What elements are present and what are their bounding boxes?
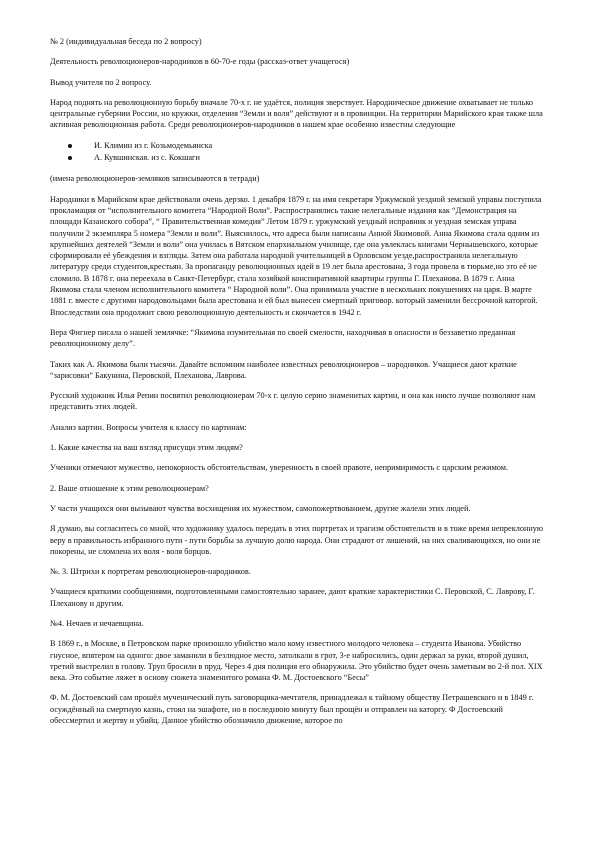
question-2: 2. Ваше отношение к этим революционерам? — [50, 483, 209, 493]
section-heading-2: № 2 (индивидуальная беседа по 2 вопросу) — [50, 37, 202, 46]
paragraph-student-reports: Учащиеся краткими сообщениями, подготовленными самостоятельно заранее, дают краткие характеристики С. Перовской, С. Лаврову, Г. Плеханову и другим. — [50, 587, 535, 608]
answer-1: Ученики отмечают мужество, непокорность обстоятельствам, уверенность в своей правоте, непримиримость с царским режимом. — [50, 463, 509, 473]
paragraph-narodniki-movement: Народ поднять на революционную борьбу вначале 70-х г. не удаётся, полиция зверствует. Народническое движение охватывает не только центральные губернии России, но кружки, отделения “Земли и воля” действуют и в провинции. На территории Марийского края также шла активная революционная работа. Среди революционеров-народников в нашем крае особенно известны следующие — [50, 97, 543, 130]
section-heading-4: №4. Нечаев и нечаевщина. — [50, 618, 144, 628]
question-1: 1. Какие качества на ваш взгляд присущи этим людям? — [50, 443, 243, 453]
paragraph-yakimova: Народники в Марийском крае действовали очень дерзко. 1 декабря 1879 г. на имя секретаря Уржумской уездной земской управы поступила прокламация от “исполнительного комитета “Народной Воли”. Распространялись такие нелегальные издания как “Демонстрация на площади Казанского собора”, “ Правительственная комедия” Летом 1879 г. уржумский уездный исправник и уездная земская управа получили 2 экземпляра 5 номера “Земли и воли”. Выяснилось, что адреса были написаны Анной Якимовой. Анна Якимова стала одним из крупнейших деятелей “Земли и воли” она училась в Вятском епархиальном училище, где она увлеклась книгами Чернышевского, которые сформировали её убеждения и взгляды. Затем она работала народной учительницей в Орловском уезде,распространяла нелегальную литературу среди студентов,крестьян. За пропаганду революционных идей в 19 лет была арестована, 3 года провела в тюрьме,но это её не сломило. В 1878 г. она переехала в Санкт-Петербург, стала хозяйкой конспиративной квартиры группы Г. Плеханова. В 1879 г. Анна Якимова стала членом исполнительного комитета “ Народной воли”. Она принимала участие в нескольких покушениях на царя. В марте 1881 г. вместе с другими народовольцами была арестована и ей был вынесен смертный приговор. который заменили бессрочной каторгой. Впоследствии она продолжит свою революционную деятельность и скончается в 1942 г. — [50, 194, 542, 317]
paragraph-dostoevsky: Ф. М. Достоевский сам прошёл мученический путь заговорщика-мечтателя, принадлежал к тайному обществу Петрашевского и в 1849 г. осуждённый на смертную казнь, стоял на эшафоте, но в последнюю минуту был прощён и отправлен на каторгу. Ф Достоевский обессмертил и жертву и убийц. Данное убийство обозначило движение, которое по — [50, 693, 534, 726]
analysis-heading: Анализ картин. Вопросы учителя к классу по картинам: — [50, 422, 247, 432]
answer-2: У части учащихся они вызывают чувства восхищения их мужеством, самопожертвованием, другие жалели этих людей. — [50, 503, 471, 513]
paragraph-teacher-comment: Я думаю, вы согласитесь со мной, что художнику удалось передать в этих портретах и трагизм обстоятельств и в тоже время непреклонную веру в правильность избранного пути - пути борьбы за лучшую долю народа. Они страдают от лишений, на них сваливающихся, но они не покорены, не сломлена их воля - воля борцов. — [50, 524, 544, 556]
paragraph-figner-quote: Вера Фигнер писала о нашей землячке: “Якимова изумительная по своей смелости, находчивая в опасности и беззаветно преданная революционному делу”. — [50, 327, 516, 349]
list-item: И. Климин из г. Козьмодемьянска — [94, 140, 545, 151]
paragraph-ivanov-murder: В 1869 г., в Москве, в Петровском парке произошло убийство мало кому известного молодого человека – студента Иванова. Убийство гнусное, впятером на одного: двое заманили в безлюдное место, затолкали в грот, 3-е набросились, один держал за руки, второй душил, третий выстрелил в голову. Труп бросили в пруд. Через 4 дня полиция его обнаружила. Это убийство будет очень заметным во 2-й пол. XIX века. Это событие ляжет в основу сюжета знаменитого романа Ф. М. Достоевского “Бесы” — [50, 639, 543, 683]
topic-line: Деятельность революционеров-народников в 60-70-е годы (рассказ-ответ учащегося) — [50, 57, 350, 67]
paragraph-sketches: Таких как А. Якимова были тысячи. Давайте вспомним наиболее известных революционеров – народников. Учащиеся дают краткие “зарисовки” Бакунина, Перовской, Плеханова, Лаврова. — [50, 359, 517, 380]
list-item: А. Кувшинская. из с. Кокшаги — [94, 152, 545, 163]
revolutionaries-list — [50, 140, 545, 164]
note-notebook: (имена революционеров-земляков записываются в тетради) — [50, 174, 260, 184]
paragraph-repin: Русский художник Илья Репин посвятил революционерам 70-х г. целую серию знаменитых картин, и она как никто лучше позволяют нам представить этих людей. — [50, 391, 536, 412]
teacher-conclusion-heading: Вывод учителя по 2 вопросу. — [50, 77, 152, 87]
section-heading-3: №. 3. Штрихи к портретам революционеров-народников. — [50, 567, 251, 577]
